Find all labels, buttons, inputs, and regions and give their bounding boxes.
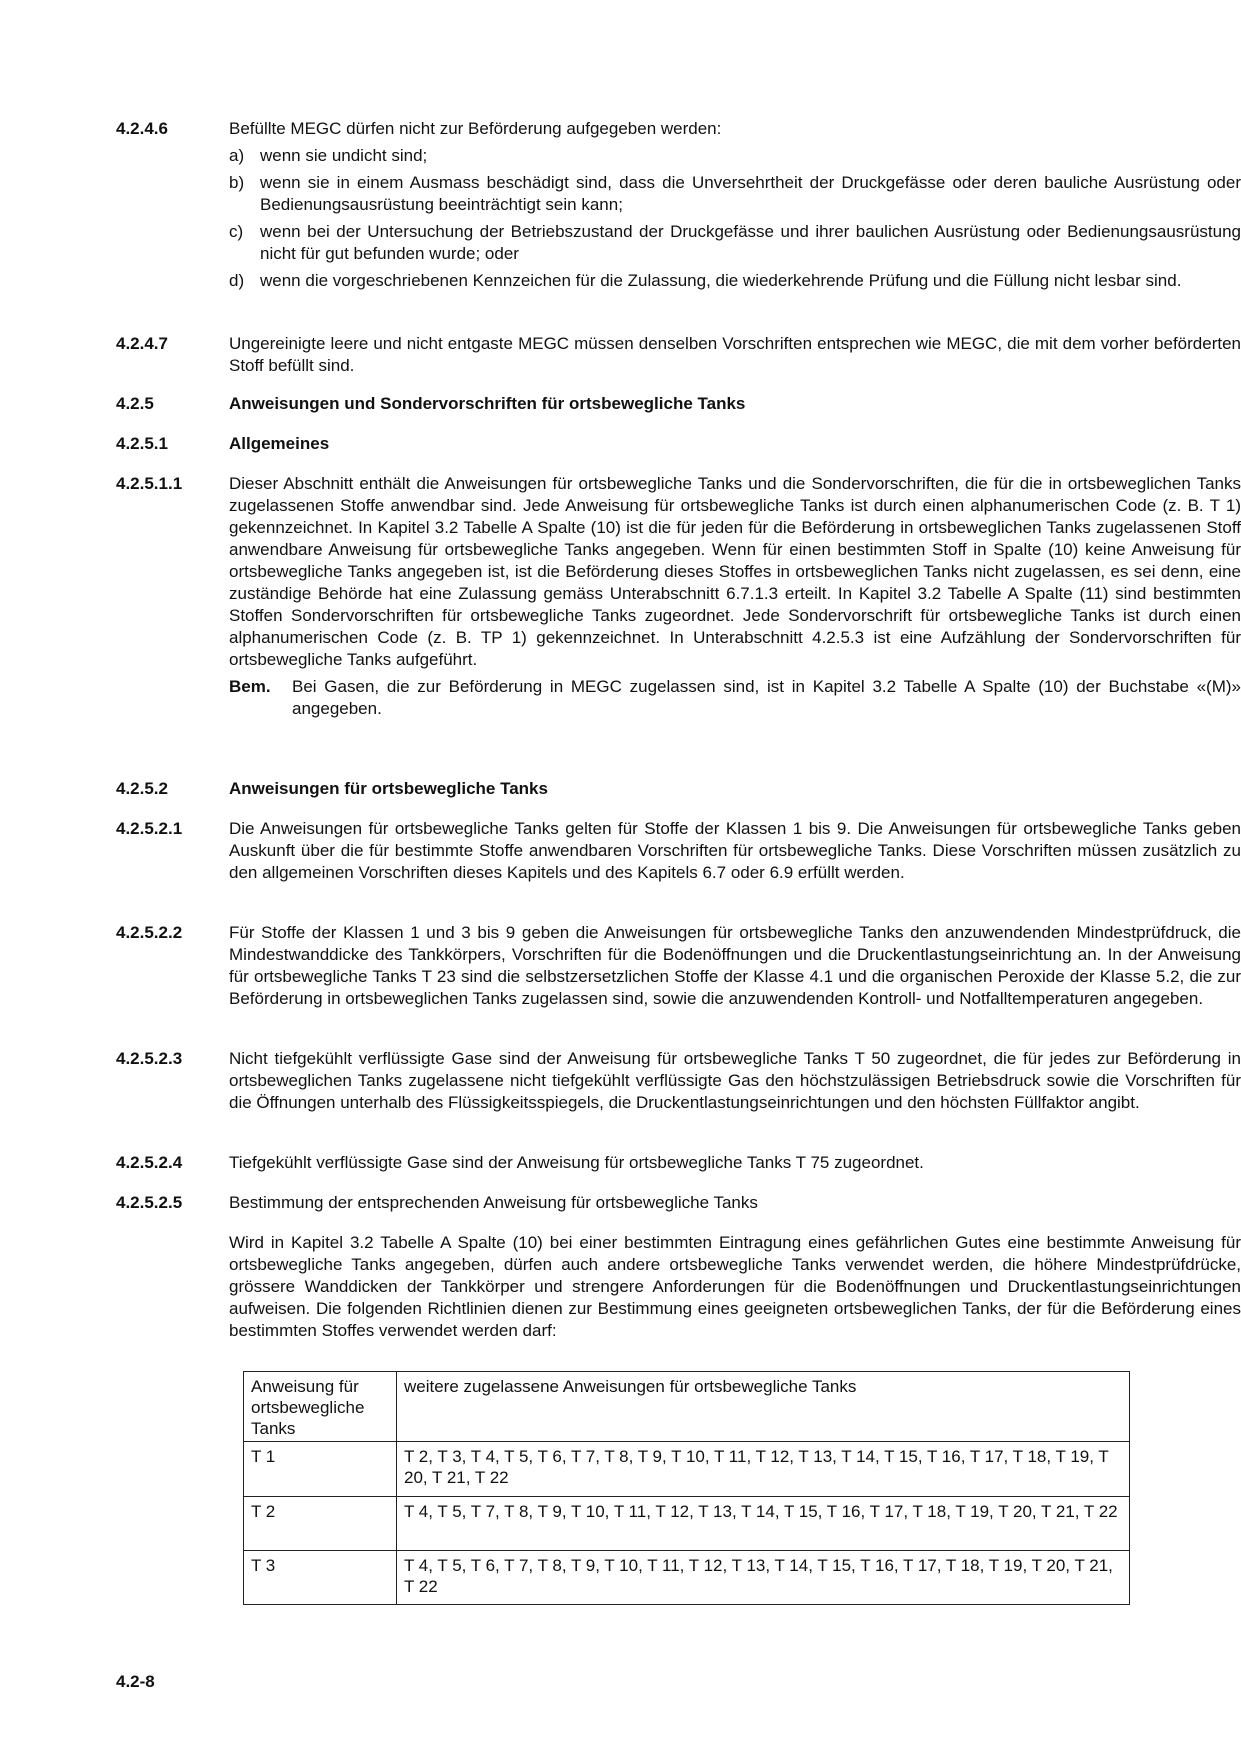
tank-instructions-table: [243, 1371, 1130, 1605]
note: [229, 676, 1241, 720]
list-item: [229, 172, 1241, 216]
section-number: 4.2.5.2: [116, 779, 168, 798]
section-text: Dieser Abschnitt enthält die Anweisungen für ortsbewegliche Tanks und die Sondervorschriften, die für die in ortsbeweglichen Tanks zugelassenen Stoffe anwendbar sind. Jede Anweisung für ortsbewegliche Tanks ist durch einen alphanumerischen Code (z. B. T 1) gekennzeichnet. In Kapitel 3.2 Tabelle A Spalte (10) ist die für jeden für die Beförderung in ortsbeweglichen Tanks zugelassenen Stoff anwendbare Anweisung für ortsbewegliche Tanks angegeben. Wenn für einen bestimmten Stoff in Spalte (10) keine Anweisung für ortsbewegliche Tanks angegeben ist, ist die Beförderung dieses Stoffes in ortsbeweglichen Tanks nicht zugelassen, es sei denn, eine zuständige Behörde hat eine Zulassung gemäss Unterabschnitt 6.7.1.3 erteilt. In Kapitel 3.2 Tabelle A Spalte (11) sind bestimmten Stoffen Sondervorschriften für ortsbewegliche Tanks zugeordnet. Jede Sondervorschrift für ortsbewegliche Tanks ist durch einen alphanumerischen Code (z. B. TP 1) gekennzeichnet. In Unterabschnitt 4.2.5.3 ist eine Aufzählung der Sondervorschriften für ortsbewegliche Tanks aufgeführt.: [229, 474, 1241, 669]
list-item: [229, 270, 1241, 292]
section-text: Nicht tiefgekühlt verflüssigte Gase sind der Anweisung für ortsbewegliche Tanks T 50 zugeordnet, die für jedes zur Beförderung in ortsbeweglichen Tanks zugelassene nicht tiefgekühlt verflüssigte Gas den höchstzulässigen Betriebsdruck sowie die Vorschriften für die Öffnungen unterhalb des Flüssigkeitsspiegels, die Druckentlastungseinrichtungen und den höchsten Füllfaktor angibt.: [229, 1049, 1241, 1112]
section-number: 4.2.5.2.5: [116, 1193, 183, 1212]
list-item: [229, 145, 1241, 167]
table-row: [244, 1442, 1130, 1497]
section-text: Für Stoffe der Klassen 1 und 3 bis 9 geben die Anweisungen für ortsbewegliche Tanks den anzuwendenden Mindestprüfdruck, die Mindestwanddicke des Tankkörpers, Vorschriften für die Bodenöffnungen und die Druckentlastungseinrichtung an. In der Anweisung für ortsbewegliche Tanks T 23 sind die selbstzersetzlichen Stoffe der Klasse 4.1 und die organischen Peroxide der Klasse 5.2, die zur Beförderung in ortsbeweglichen Tanks zugelassen sind, sowie die anzuwendenden Kontroll- und Notfalltemperaturen angegeben.: [229, 923, 1241, 1008]
list-label: d): [229, 271, 245, 290]
section-number: 4.2.5.1: [116, 434, 168, 453]
section-heading: Allgemeines: [229, 434, 330, 453]
table-cell: T 2, T 3, T 4, T 5, T 6, T 7, T 8, T 9, T 10, T 11, T 12, T 13, T 14, T 15, T 16, T 17, T 18, T 19, T 20, T 21, T 22: [397, 1442, 1130, 1497]
section-text: Ungereinigte leere und nicht entgaste MEGC müssen denselben Vorschriften entsprechen wie MEGC, die mit dem vorher beförderten Stoff befüllt sind.: [229, 334, 1241, 375]
section-number: 4.2.4.6: [116, 119, 168, 138]
page-number: 4.2-8: [116, 1672, 155, 1691]
section-text: Die Anweisungen für ortsbewegliche Tanks gelten für Stoffe der Klassen 1 bis 9. Die Anweisungen für ortsbewegliche Tanks geben Auskunft über die für bestimmte Stoffe anwendbaren Vorschriften für ortsbewegliche Tanks. Diese Vorschriften müssen zusätzlich zu den allgemeinen Vorschriften dieses Kapitels und des Kapitels 6.7 oder 6.9 erfüllt werden.: [229, 819, 1241, 882]
list-label: b): [229, 173, 245, 192]
section-number: 4.2.5.2.2: [116, 923, 183, 942]
list-label: c): [229, 222, 244, 241]
list-text: wenn die vorgeschriebenen Kennzeichen für die Zulassung, die wiederkehrende Prüfung und die Füllung nicht lesbar sind.: [260, 271, 1182, 290]
section-number: 4.2.5.2.3: [116, 1049, 183, 1068]
section-text: Bestimmung der entsprechenden Anweisung für ortsbewegliche Tanks: [229, 1193, 758, 1212]
table-cell: T 4, T 5, T 7, T 8, T 9, T 10, T 11, T 12, T 13, T 14, T 15, T 16, T 17, T 18, T 19, T 20, T 21, T 22: [397, 1497, 1130, 1551]
list-item: [229, 221, 1241, 265]
list-text: wenn sie in einem Ausmass beschädigt sind, dass die Unversehrtheit der Druckgefässe oder deren bauliche Ausrüstung oder Bedienungsausrüstung beeinträchtigt sein kann;: [260, 173, 1241, 214]
section-text-continued: Wird in Kapitel 3.2 Tabelle A Spalte (10) bei einer bestimmten Eintragung eines gefährlichen Gutes eine bestimmte Anweisung für ortsbewegliche Tanks angegeben, dürfen auch andere ortsbewegliche Tanks verwendet werden, die höhere Mindestprüfdrücke, grössere Wanddicken der Tankkörper und strengere Anforderungen für die Bodenöffnungen und Druckentlastungseinrichtungen aufweisen. Die folgenden Richtlinien dienen zur Bestimmung eines geeigneten ortsbeweglichen Tanks, der für die Beförderung eines bestimmten Stoffes verwendet werden darf:: [229, 1233, 1241, 1340]
section-body: [229, 1192, 1241, 1342]
section-number: 4.2.5: [116, 394, 154, 413]
table-cell: T 4, T 5, T 6, T 7, T 8, T 9, T 10, T 11, T 12, T 13, T 14, T 15, T 16, T 17, T 18, T 19, T 20, T 21, T 22: [397, 1551, 1130, 1605]
table-cell: T 2: [244, 1497, 397, 1551]
table-cell: T 1: [244, 1442, 397, 1497]
section-intro: Befüllte MEGC dürfen nicht zur Beförderung aufgegeben werden:: [229, 119, 722, 138]
table-row: [244, 1497, 1130, 1551]
table-cell: T 3: [244, 1551, 397, 1605]
section-number: 4.2.5.2.1: [116, 819, 183, 838]
section-number: 4.2.4.7: [116, 334, 168, 353]
section-body: [229, 118, 1241, 297]
list-label: a): [229, 146, 245, 165]
section-body: [229, 473, 1241, 720]
section-heading: Anweisungen und Sondervorschriften für ortsbewegliche Tanks: [229, 394, 746, 413]
section-number: 4.2.5.1.1: [116, 474, 183, 493]
table-row: [244, 1551, 1130, 1605]
list-text: wenn sie undicht sind;: [260, 146, 428, 165]
note-text: Bei Gasen, die zur Beförderung in MEGC zugelassen sind, ist in Kapitel 3.2 Tabelle A Spalte (10) der Buchstabe «(M)» angegeben.: [292, 677, 1241, 718]
table-header-cell: weitere zugelassene Anweisungen für ortsbewegliche Tanks: [397, 1372, 1130, 1442]
table-header-row: [244, 1372, 1130, 1442]
note-label: Bem.: [229, 677, 271, 696]
section-number: 4.2.5.2.4: [116, 1153, 183, 1172]
list-text: wenn bei der Untersuchung der Betriebszustand der Druckgefässe und ihrer baulichen Ausrüstung oder Bedienungsausrüstung nicht für gut befunden wurde; oder: [260, 222, 1241, 263]
table-header-cell: Anweisung für ortsbewegliche Tanks: [244, 1372, 397, 1442]
section-text: Tiefgekühlt verflüssigte Gase sind der Anweisung für ortsbewegliche Tanks T 75 zugeordnet.: [229, 1153, 924, 1172]
section-heading: Anweisungen für ortsbewegliche Tanks: [229, 779, 548, 798]
